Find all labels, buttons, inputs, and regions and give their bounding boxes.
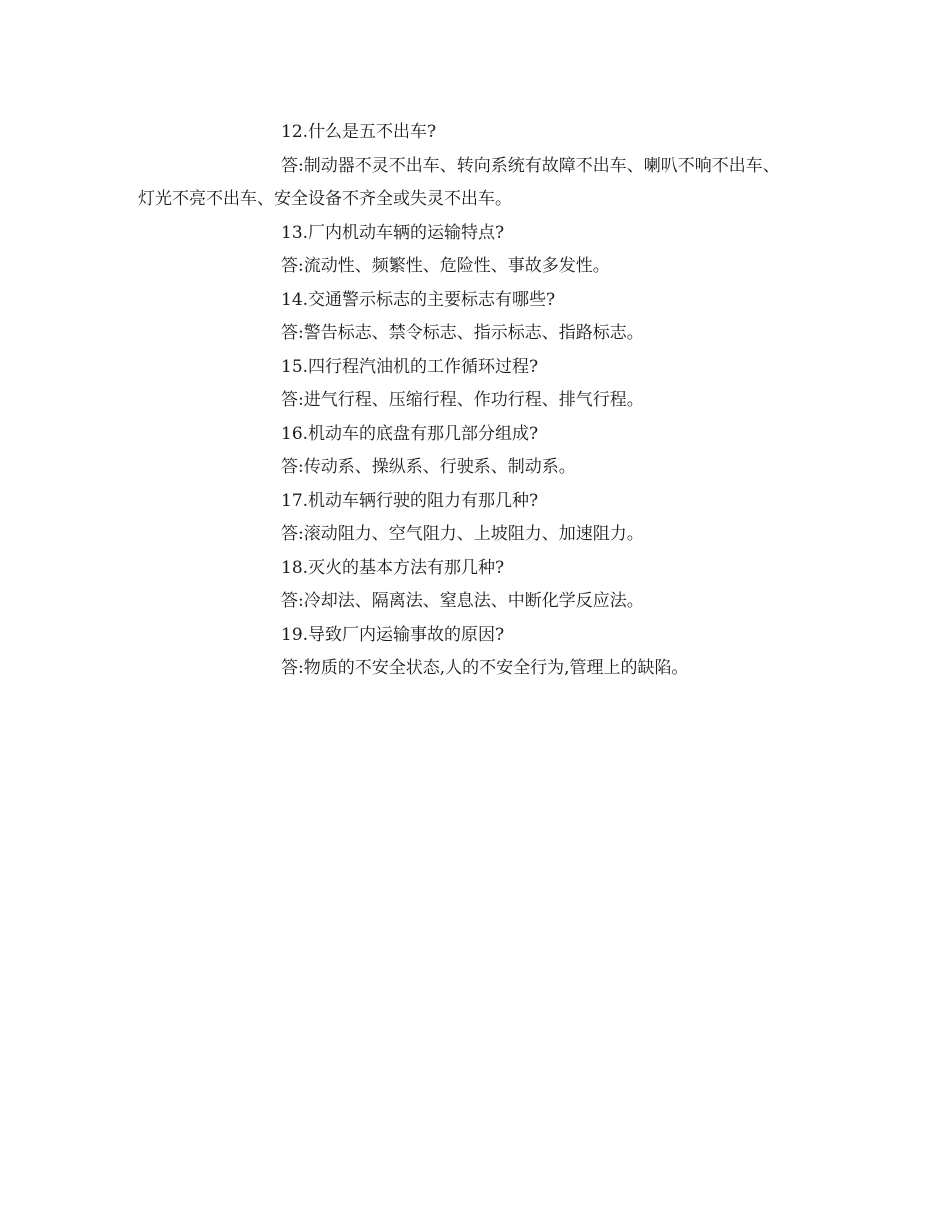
question-15: 15.四行程汽油机的工作循环过程? [281, 356, 539, 377]
question-13: 13.厂内机动车辆的运输特点? [281, 222, 505, 243]
answer-12-line-1: 答:制动器不灵不出车、转向系统有故障不出车、喇叭不响不出车、 [281, 155, 780, 176]
answer-14: 答:警告标志、禁令标志、指示标志、指路标志。 [281, 323, 644, 343]
question-18: 18.灭火的基本方法有那几种? [281, 557, 505, 578]
answer-19: 答:物质的不安全状态,人的不安全行为,管理上的缺陷。 [281, 658, 689, 678]
answer-18: 答:冷却法、隔离法、窒息法、中断化学反应法。 [281, 591, 644, 611]
answer-17: 答:滚动阻力、空气阻力、上坡阻力、加速阻力。 [281, 524, 644, 544]
question-12: 12.什么是五不出车? [281, 122, 437, 142]
question-16: 16.机动车的底盘有那几部分组成? [281, 423, 539, 444]
answer-16: 答:传动系、操纵系、行驶系、制动系。 [281, 457, 576, 477]
question-17: 17.机动车辆行驶的阻力有那几种? [281, 490, 539, 511]
qa-list [138, 116, 838, 686]
answer-12-line-2: 灯光不亮不出车、安全设备不齐全或失灵不出车。 [138, 189, 512, 209]
question-19: 19.导致厂内运输事故的原因? [281, 624, 505, 645]
answer-15: 答:进气行程、压缩行程、作功行程、排气行程。 [281, 390, 644, 410]
answer-13: 答:流动性、频繁性、危险性、事故多发性。 [281, 256, 610, 276]
question-14: 14.交通警示标志的主要标志有哪些? [281, 289, 556, 310]
